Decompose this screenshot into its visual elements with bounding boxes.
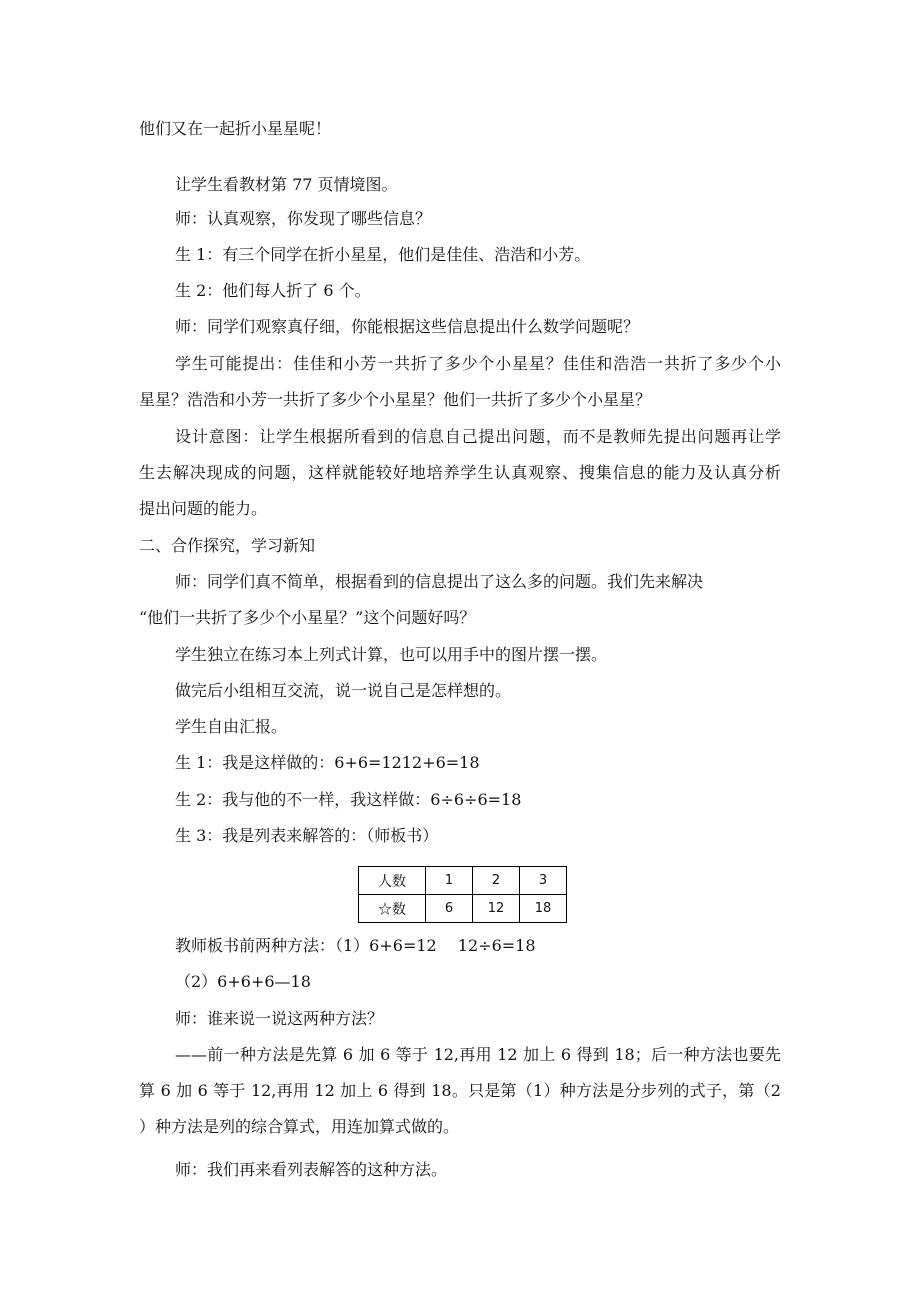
table-cell: 6 [426,895,473,923]
table-cell: 3 [520,867,567,895]
paragraph-method1: 生 1：我是这样做的：6+6=1212+6=18 [175,753,480,772]
paragraph-explanation-cont2: ）种方法是列的综合算式，用连加算式做的。 [139,1117,460,1136]
paragraph-teacher-praise: 师：同学们真不简单，根据看到的信息提出了这么多的问题。我们先来解决 [175,572,704,591]
paragraph-design-intent-cont2: 提出问题的能力。 [139,499,268,518]
table-cell: 2 [473,867,520,895]
paragraph-board-methods: 教师板书前两种方法：（1）6+6=12 12÷6=18 [175,936,536,955]
paragraph-explanation-cont1: 算 6 加 6 等于 12,再用 12 加上 6 得到 18。只是第（1）种方法是分步列的式子，第（2 [139,1081,781,1100]
paragraph-design-intent-cont1: 生去解决现成的问题，这样就能较好地培养学生认真观察、搜集信息的能力及认真分析 [139,463,781,482]
paragraph-design-intent: 设计意图：让学生根据所看到的信息自己提出问题，而不是教师先提出问题再让学 [175,427,781,446]
paragraph-method3: 生 3：我是列表来解答的：（师板书） [175,826,439,845]
paragraph-group-exchange: 做完后小组相互交流，说一说自己是怎样想的。 [175,681,512,700]
paragraph-method2: 生 2：我与他的不一样，我这样做：6÷6÷6=18 [175,790,522,809]
table-cell: 1 [426,867,473,895]
paragraph-possible-questions: 学生可能提出：佳佳和小芳一共折了多少个小星星？佳佳和浩浩一共折了多少个小 [175,354,781,373]
paragraph-independent-work: 学生独立在练习本上列式计算，也可以用手中的图片摆一摆。 [175,645,608,664]
table-cell: 12 [473,895,520,923]
section-heading: 二、合作探究，学习新知 [139,536,316,555]
paragraph-student2: 生 2：他们每人折了 6 个。 [175,281,371,300]
paragraph-board-method2: （2）6+6+6—18 [175,972,311,991]
table-cell: ☆数 [359,895,426,923]
paragraph-textbook: 让学生看教材第 77 页情境图。 [175,175,398,194]
paragraph-possible-questions-cont: 星星？浩浩和小芳一共折了多少个小星星？他们一共折了多少个小星星？ [139,390,652,409]
star-count-table [358,866,567,923]
paragraph-intro: 他们又在一起折小星星呢！ [139,119,332,138]
paragraph-teacher-prompt: 师：同学们观察真仔细，你能根据这些信息提出什么数学问题呢？ [175,317,640,336]
paragraph-table-method: 师：我们再来看列表解答的这种方法。 [175,1160,448,1179]
paragraph-teacher-praise-cont: “他们一共折了多少个小星星？”这个问题好吗？ [139,608,476,627]
paragraph-student1: 生 1：有三个同学在折小星星，他们是佳佳、浩浩和小芳。 [175,245,591,264]
paragraph-teacher-ask: 师：谁来说一说这两种方法？ [175,1009,384,1028]
table-cell: 18 [520,895,567,923]
table-row [359,867,567,895]
paragraph-free-report: 学生自由汇报。 [175,717,288,736]
paragraph-teacher-question: 师：认真观察，你发现了哪些信息？ [175,209,432,228]
table-cell: 人数 [359,867,426,895]
table-row [359,895,567,923]
paragraph-explanation: ——前一种方法是先算 6 加 6 等于 12,再用 12 加上 6 得到 18；后一种方法也要先 [175,1045,781,1064]
